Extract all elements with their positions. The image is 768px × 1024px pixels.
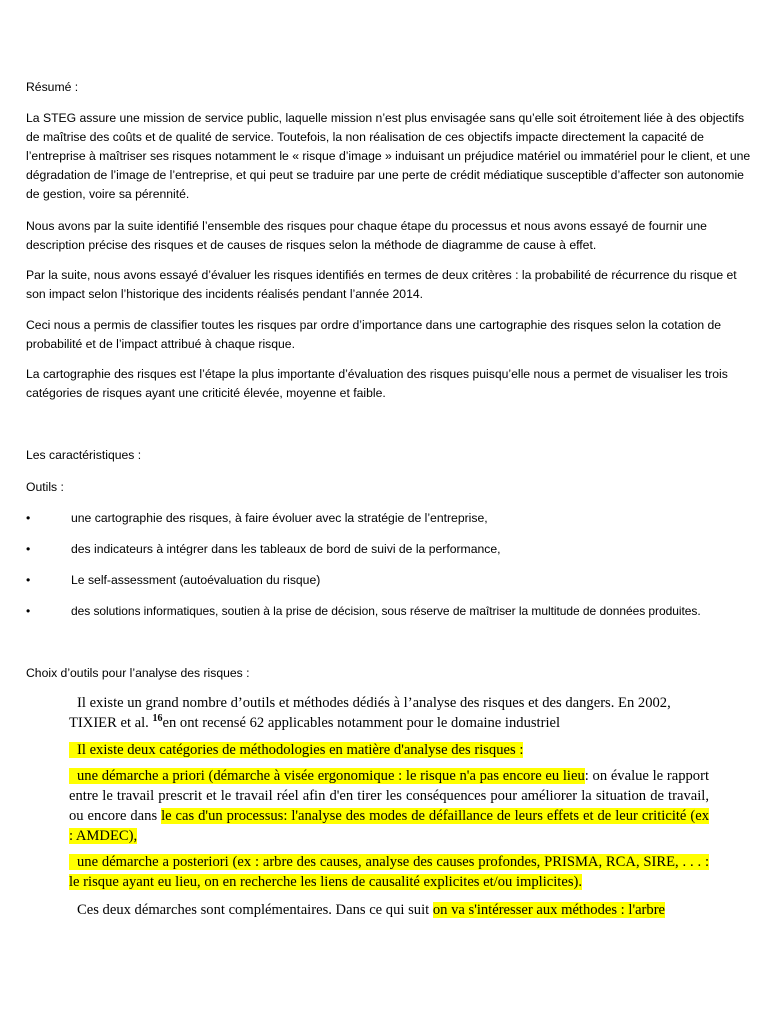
analysis-paragraph-5 xyxy=(69,900,709,920)
highlighted-text: on va s'intéresser aux méthodes : l'arbre xyxy=(432,902,666,918)
highlighted-text: une démarche a posteriori (ex : arbre des causes, analyse des causes profondes, PRISMA, RCA, SIRE, . . . : le risque ayant eu lieu, on en recherche les liens de causalité explicites et/ou implicites). xyxy=(69,854,709,890)
bullet-item xyxy=(26,571,764,590)
resume-paragraph-1: La STEG assure une mission de service public, laquelle mission n’est plus envisagée sans qu’elle soit étroitement liée à des objectifs de maîtrise des coûts et de qualité de service. Toutefois, la non réalisation de ces objectifs impacte directement la capacité de l’entreprise à maîtriser ses risques notamment le « risque d’image » induisant un préjudice matériel ou immatériel pour le client, et une dégradation de l’image de l’entreprise, et qui peut se traduire par une perte de crédit médiatique susceptible d’affecter son autonomie de gestion, voire sa pérennité. xyxy=(26,111,751,201)
analysis-paragraph-4 xyxy=(69,852,709,892)
bullet-text: une cartographie des risques, à faire évoluer avec la stratégie de l’entreprise, xyxy=(71,511,488,525)
analysis-text: : on évalue le rapport entre le travail prescrit et le travail réel afin d'en tirer les conséquences pour améliorer la situation de travail, ou encore dans xyxy=(69,768,710,824)
analysis-text: Ces deux démarches sont complémentaires. Dans ce qui suit xyxy=(77,902,433,918)
footnote-ref: 16 xyxy=(152,713,163,725)
bullet-item xyxy=(26,540,764,559)
resume-paragraph-5: La cartographie des risques est l’étape la plus importante d’évaluation des risques puisqu’elle nous a permet de visualiser les trois catégories de risques ayant une criticité élevée, moyenne et faible. xyxy=(26,367,728,400)
highlighted-text: une démarche a priori (démarche à visée ergonomique : le risque n'a pas encore eu lieu xyxy=(77,768,585,784)
bullet-text: Le self-assessment (autoévaluation du risque) xyxy=(71,573,321,587)
bullet-item xyxy=(26,602,764,621)
analysis-paragraph-2 xyxy=(69,740,709,760)
bullet-dot: • xyxy=(26,511,31,525)
analysis-paragraph-1 xyxy=(69,693,709,733)
analysis-text: en ont recensé 62 applicables notamment pour le domaine industriel xyxy=(162,715,561,731)
resume-paragraph-3: Par la suite, nous avons essayé d’évaluer les risques identifiés en termes de deux critères : la probabilité de récurrence du risque et son impact selon l’historique des incidents réalisés pendant l’année 2014. xyxy=(26,268,737,301)
bullet-text: des indicateurs à intégrer dans les tableaux de bord de suivi de la performance, xyxy=(71,542,501,556)
caracteristiques-heading: Les caractéristiques : xyxy=(26,448,142,462)
bullet-text: des solutions informatiques, soutien à la prise de décision, sous réserve de maîtriser la multitude de données produites. xyxy=(71,604,701,618)
bullet-dot: • xyxy=(26,604,31,618)
resume-heading: Résumé : xyxy=(26,80,79,94)
highlighted-text: le cas d'un processus: l'analyse des modes de défaillance de leurs effets et de leur criticité (ex : AMDEC), xyxy=(69,808,709,844)
analysis-paragraph-3 xyxy=(69,766,709,846)
outils-heading: Outils : xyxy=(26,480,64,494)
bullet-item xyxy=(26,509,764,528)
resume-paragraph-4: Ceci nous a permis de classifier toutes les risques par ordre d’importance dans une cartographie des risques selon la cotation de probabilité et de l’impact attribué à chaque risque. xyxy=(26,318,722,351)
bullet-dot: • xyxy=(26,573,31,587)
analysis-text: Il existe un grand nombre d’outils et méthodes dédiés à l’analyse des risques et des dangers. En 2002, TIXIER et al. xyxy=(69,695,671,731)
highlighted-text: Il existe deux catégories de méthodologies en matière d'analyse des risques : xyxy=(77,742,524,758)
bullet-dot: • xyxy=(26,542,31,556)
resume-paragraph-2: Nous avons par la suite identifié l’ensemble des risques pour chaque étape du processus et nous avons essayé de fournir une description précise des risques et de causes de risques selon la méthode de diagramme de cause à effet. xyxy=(26,219,707,252)
choix-heading: Choix d’outils pour l’analyse des risques : xyxy=(26,666,250,680)
